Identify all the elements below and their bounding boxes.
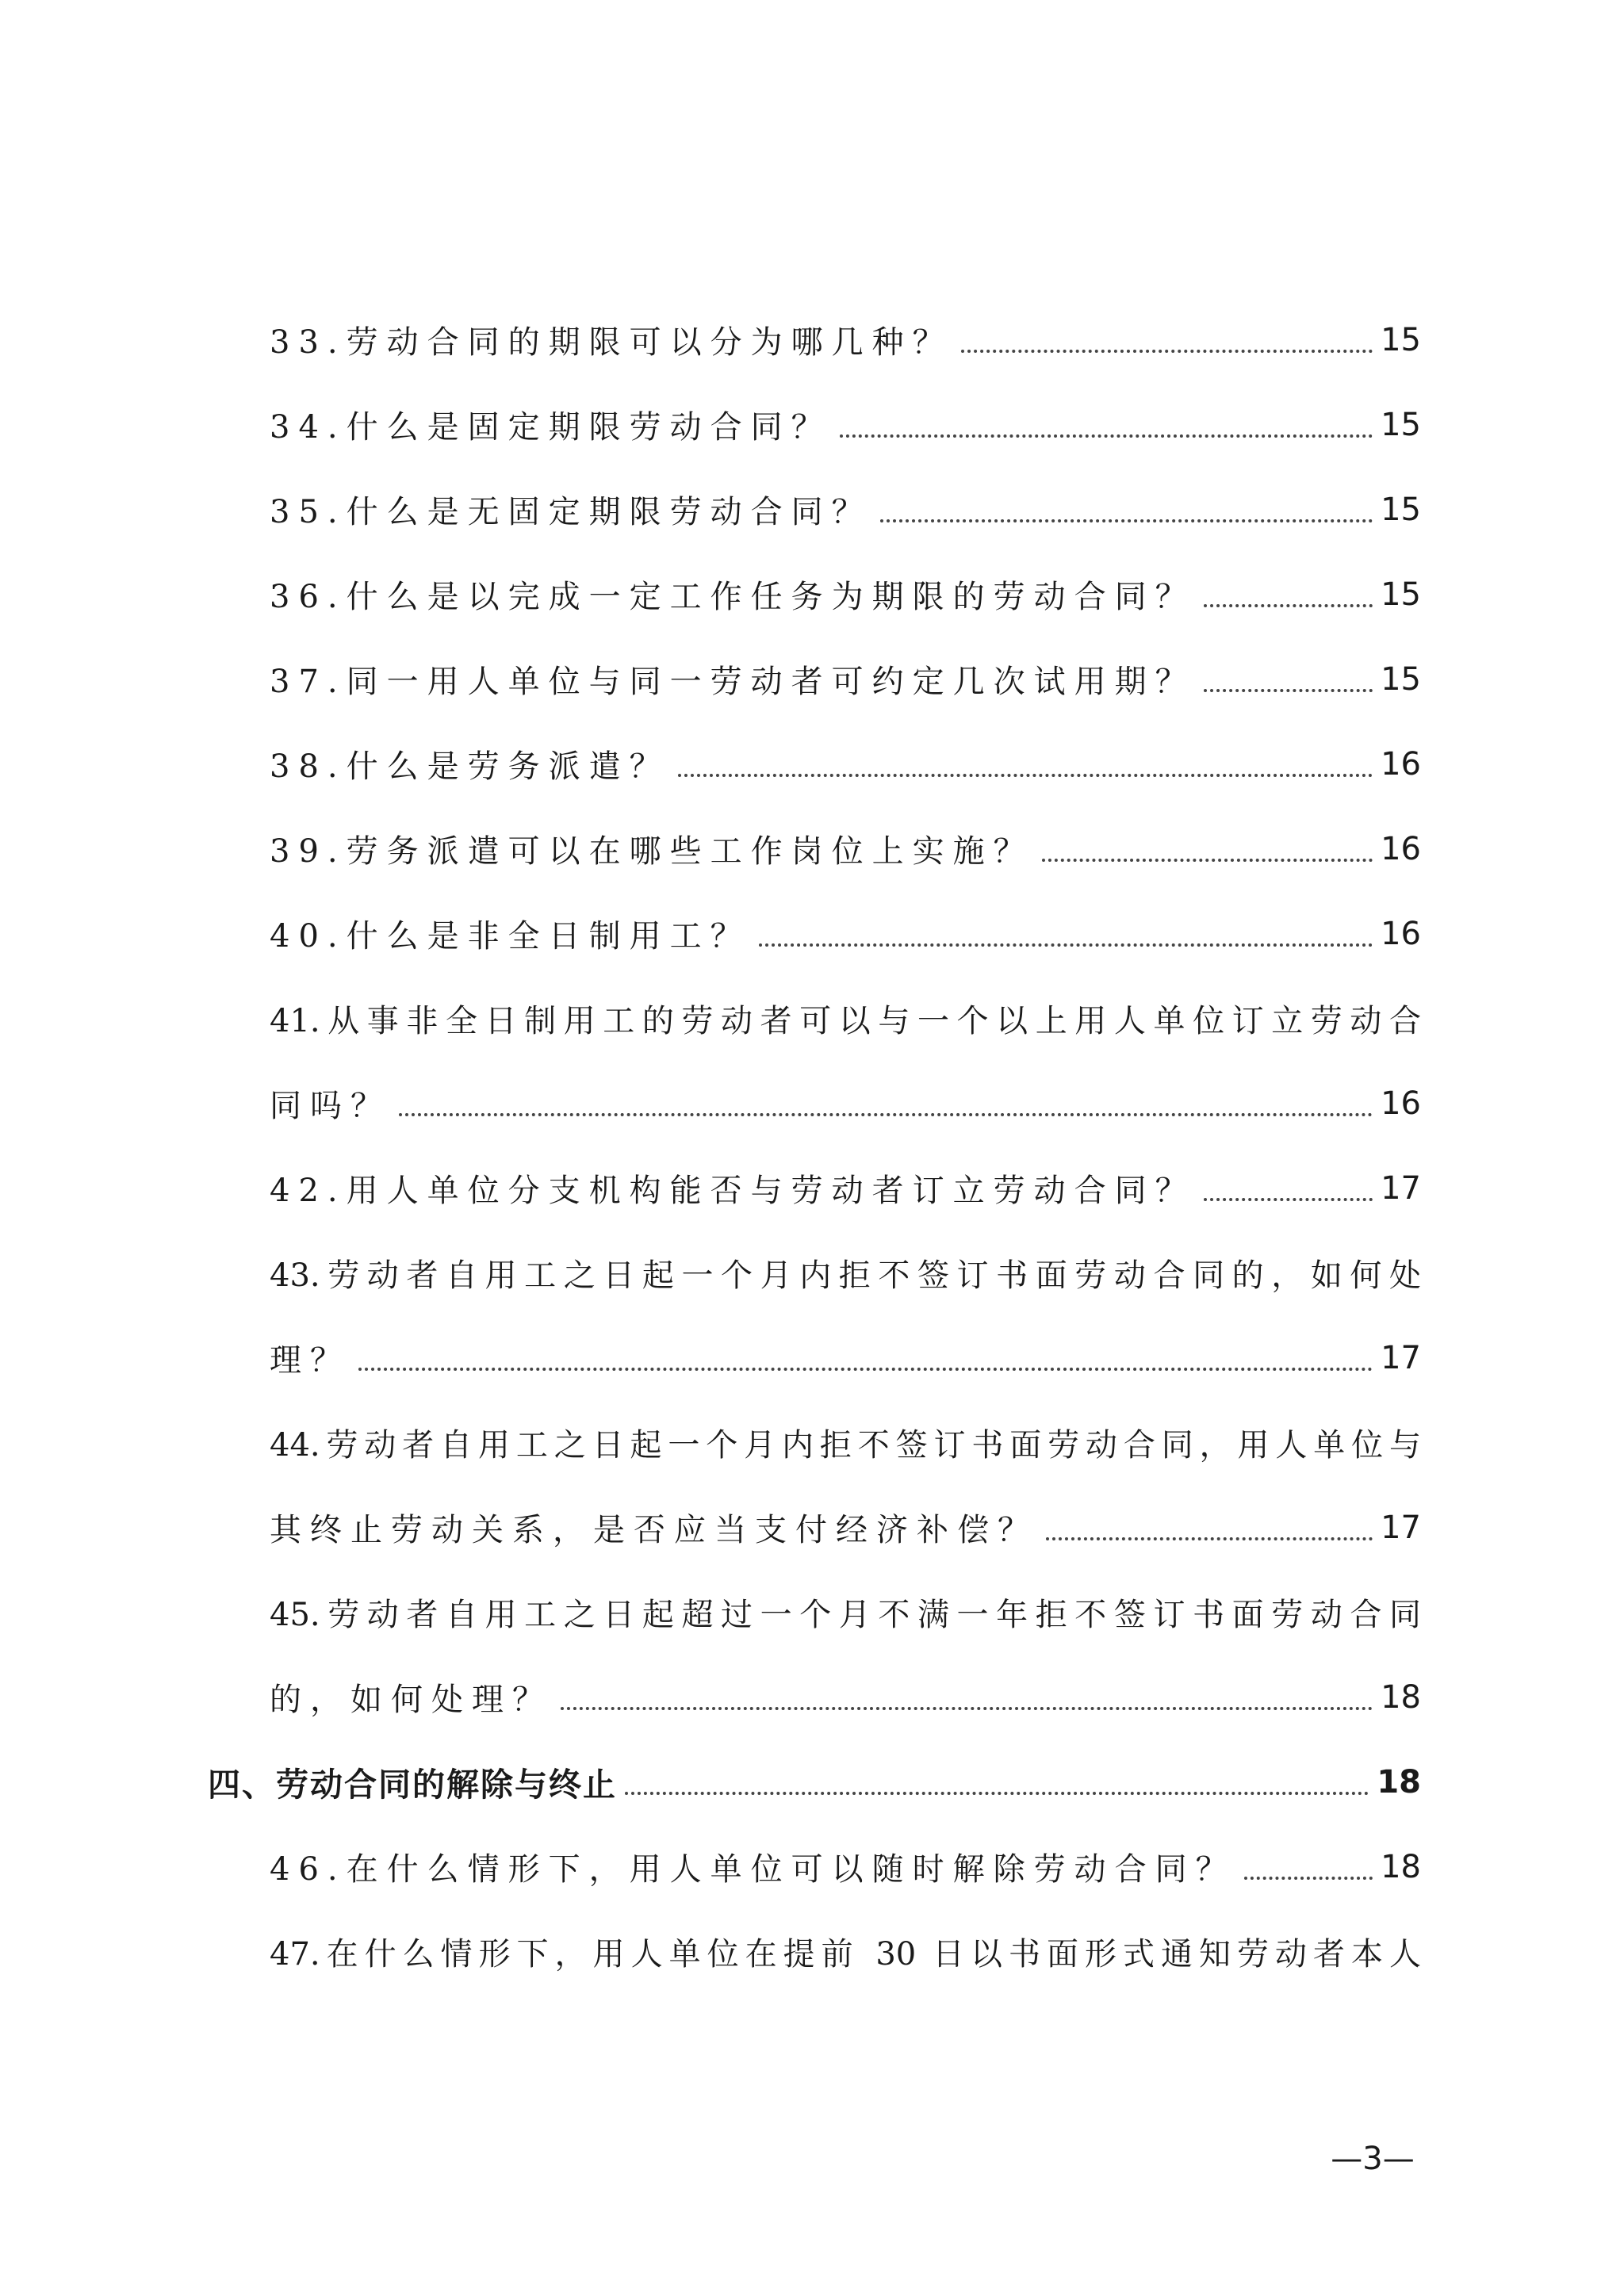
table-of-contents <box>208 297 1421 1994</box>
toc-entry-text: 39.劳务派遣可以在哪些工作岗位上实施？ <box>270 833 1034 870</box>
toc-page-number: 15 <box>1381 321 1421 358</box>
dot-leader <box>1046 1537 1373 1540</box>
toc-entry-40[interactable] <box>270 891 1421 976</box>
toc-page-number: 15 <box>1381 576 1421 613</box>
toc-entry-text: 33.劳动合同的期限可以分为哪几种？ <box>270 324 953 361</box>
toc-entry-text: 42.用人单位分支机构能否与劳动者订立劳动合同？ <box>270 1173 1196 1209</box>
toc-entry-36[interactable] <box>270 552 1421 637</box>
toc-entry-text: 其终止劳动关系，是否应当支付经济补偿？ <box>270 1512 1038 1548</box>
toc-entry-39[interactable] <box>270 806 1421 891</box>
toc-entry-text: 45.劳动者自用工之日起超过一个月不满一年拒不签订书面劳动合同 <box>270 1597 1421 1633</box>
toc-page-number: 18 <box>1377 1763 1421 1800</box>
toc-page-number: 16 <box>1381 915 1421 952</box>
toc-entry-text: 35.什么是无固定期限劳动合同？ <box>270 494 872 530</box>
toc-entry-45-line1[interactable] <box>270 1570 1421 1655</box>
toc-section-text: 四、劳动合同的解除与终止 <box>208 1766 617 1804</box>
toc-entry-text: 47.在什么情形下，用人单位在提前 30 日以书面形式通知劳动者本人 <box>270 1936 1421 1973</box>
toc-entry-37[interactable] <box>270 637 1421 721</box>
toc-entry-38[interactable] <box>270 721 1421 806</box>
toc-entry-43-line2[interactable] <box>270 1315 1421 1400</box>
toc-entry-text: 34.什么是固定期限劳动合同？ <box>270 409 832 446</box>
toc-entry-text: 40.什么是非全日制用工？ <box>270 918 751 955</box>
toc-entry-42[interactable] <box>270 1146 1421 1230</box>
toc-entry-45-line2[interactable] <box>270 1655 1421 1739</box>
toc-entry-47-line1[interactable] <box>270 1909 1421 1994</box>
toc-entry-text: 37.同一用人单位与同一劳动者可约定几次试用期？ <box>270 664 1196 700</box>
toc-page-number: 15 <box>1381 491 1421 528</box>
toc-entry-41-line1[interactable] <box>270 976 1421 1061</box>
toc-entry-text: 38.什么是劳务派遣？ <box>270 748 670 785</box>
dot-leader <box>961 350 1373 353</box>
toc-entry-text: 的，如何处理？ <box>270 1682 553 1718</box>
toc-page-number: 17 <box>1381 1509 1421 1546</box>
dot-leader <box>358 1368 1373 1371</box>
toc-entry-43-line1[interactable] <box>270 1230 1421 1315</box>
dot-leader <box>1204 1198 1373 1201</box>
dot-leader <box>678 774 1373 777</box>
dot-leader <box>399 1113 1373 1116</box>
toc-entry-35[interactable] <box>270 467 1421 552</box>
toc-entry-44-line1[interactable] <box>270 1400 1421 1485</box>
toc-page-number: 16 <box>1381 745 1421 783</box>
dot-leader <box>840 434 1373 438</box>
dot-leader <box>561 1707 1373 1710</box>
toc-page-number: 17 <box>1381 1169 1421 1207</box>
toc-page-number: 18 <box>1381 1678 1421 1716</box>
page-number-footer: —3— <box>1331 2141 1415 2177</box>
toc-entry-34[interactable] <box>270 382 1421 467</box>
dot-leader <box>1042 859 1373 862</box>
toc-page-number: 16 <box>1381 1085 1421 1122</box>
toc-entry-text: 41.从事非全日制用工的劳动者可以与一个以上用人单位订立劳动合 <box>270 1003 1421 1039</box>
dot-leader <box>625 1792 1369 1795</box>
dot-leader <box>1204 604 1373 607</box>
toc-page-number: 15 <box>1381 660 1421 698</box>
toc-entry-46[interactable] <box>270 1824 1421 1909</box>
toc-entry-text: 46.在什么情形下，用人单位可以随时解除劳动合同？ <box>270 1851 1236 1888</box>
toc-entry-41-line2[interactable] <box>270 1061 1421 1146</box>
toc-page-number: 15 <box>1381 406 1421 443</box>
toc-entry-text: 36.什么是以完成一定工作任务为期限的劳动合同？ <box>270 579 1196 615</box>
dot-leader <box>759 943 1373 947</box>
dot-leader <box>1244 1877 1373 1880</box>
toc-section-heading[interactable] <box>208 1739 1421 1824</box>
toc-entry-text: 43.劳动者自用工之日起一个月内拒不签订书面劳动合同的，如何处 <box>270 1257 1421 1294</box>
toc-entry-33[interactable] <box>270 297 1421 382</box>
dot-leader <box>880 519 1373 522</box>
toc-page-number: 17 <box>1381 1339 1421 1376</box>
toc-page-number: 18 <box>1381 1848 1421 1885</box>
toc-entry-text: 同吗？ <box>270 1088 391 1124</box>
toc-entry-44-line2[interactable] <box>270 1485 1421 1570</box>
toc-entry-text: 44.劳动者自用工之日起一个月内拒不签订书面劳动合同，用人单位与 <box>270 1427 1421 1464</box>
dot-leader <box>1204 689 1373 692</box>
toc-entry-text: 理？ <box>270 1342 350 1379</box>
toc-page-number: 16 <box>1381 830 1421 867</box>
